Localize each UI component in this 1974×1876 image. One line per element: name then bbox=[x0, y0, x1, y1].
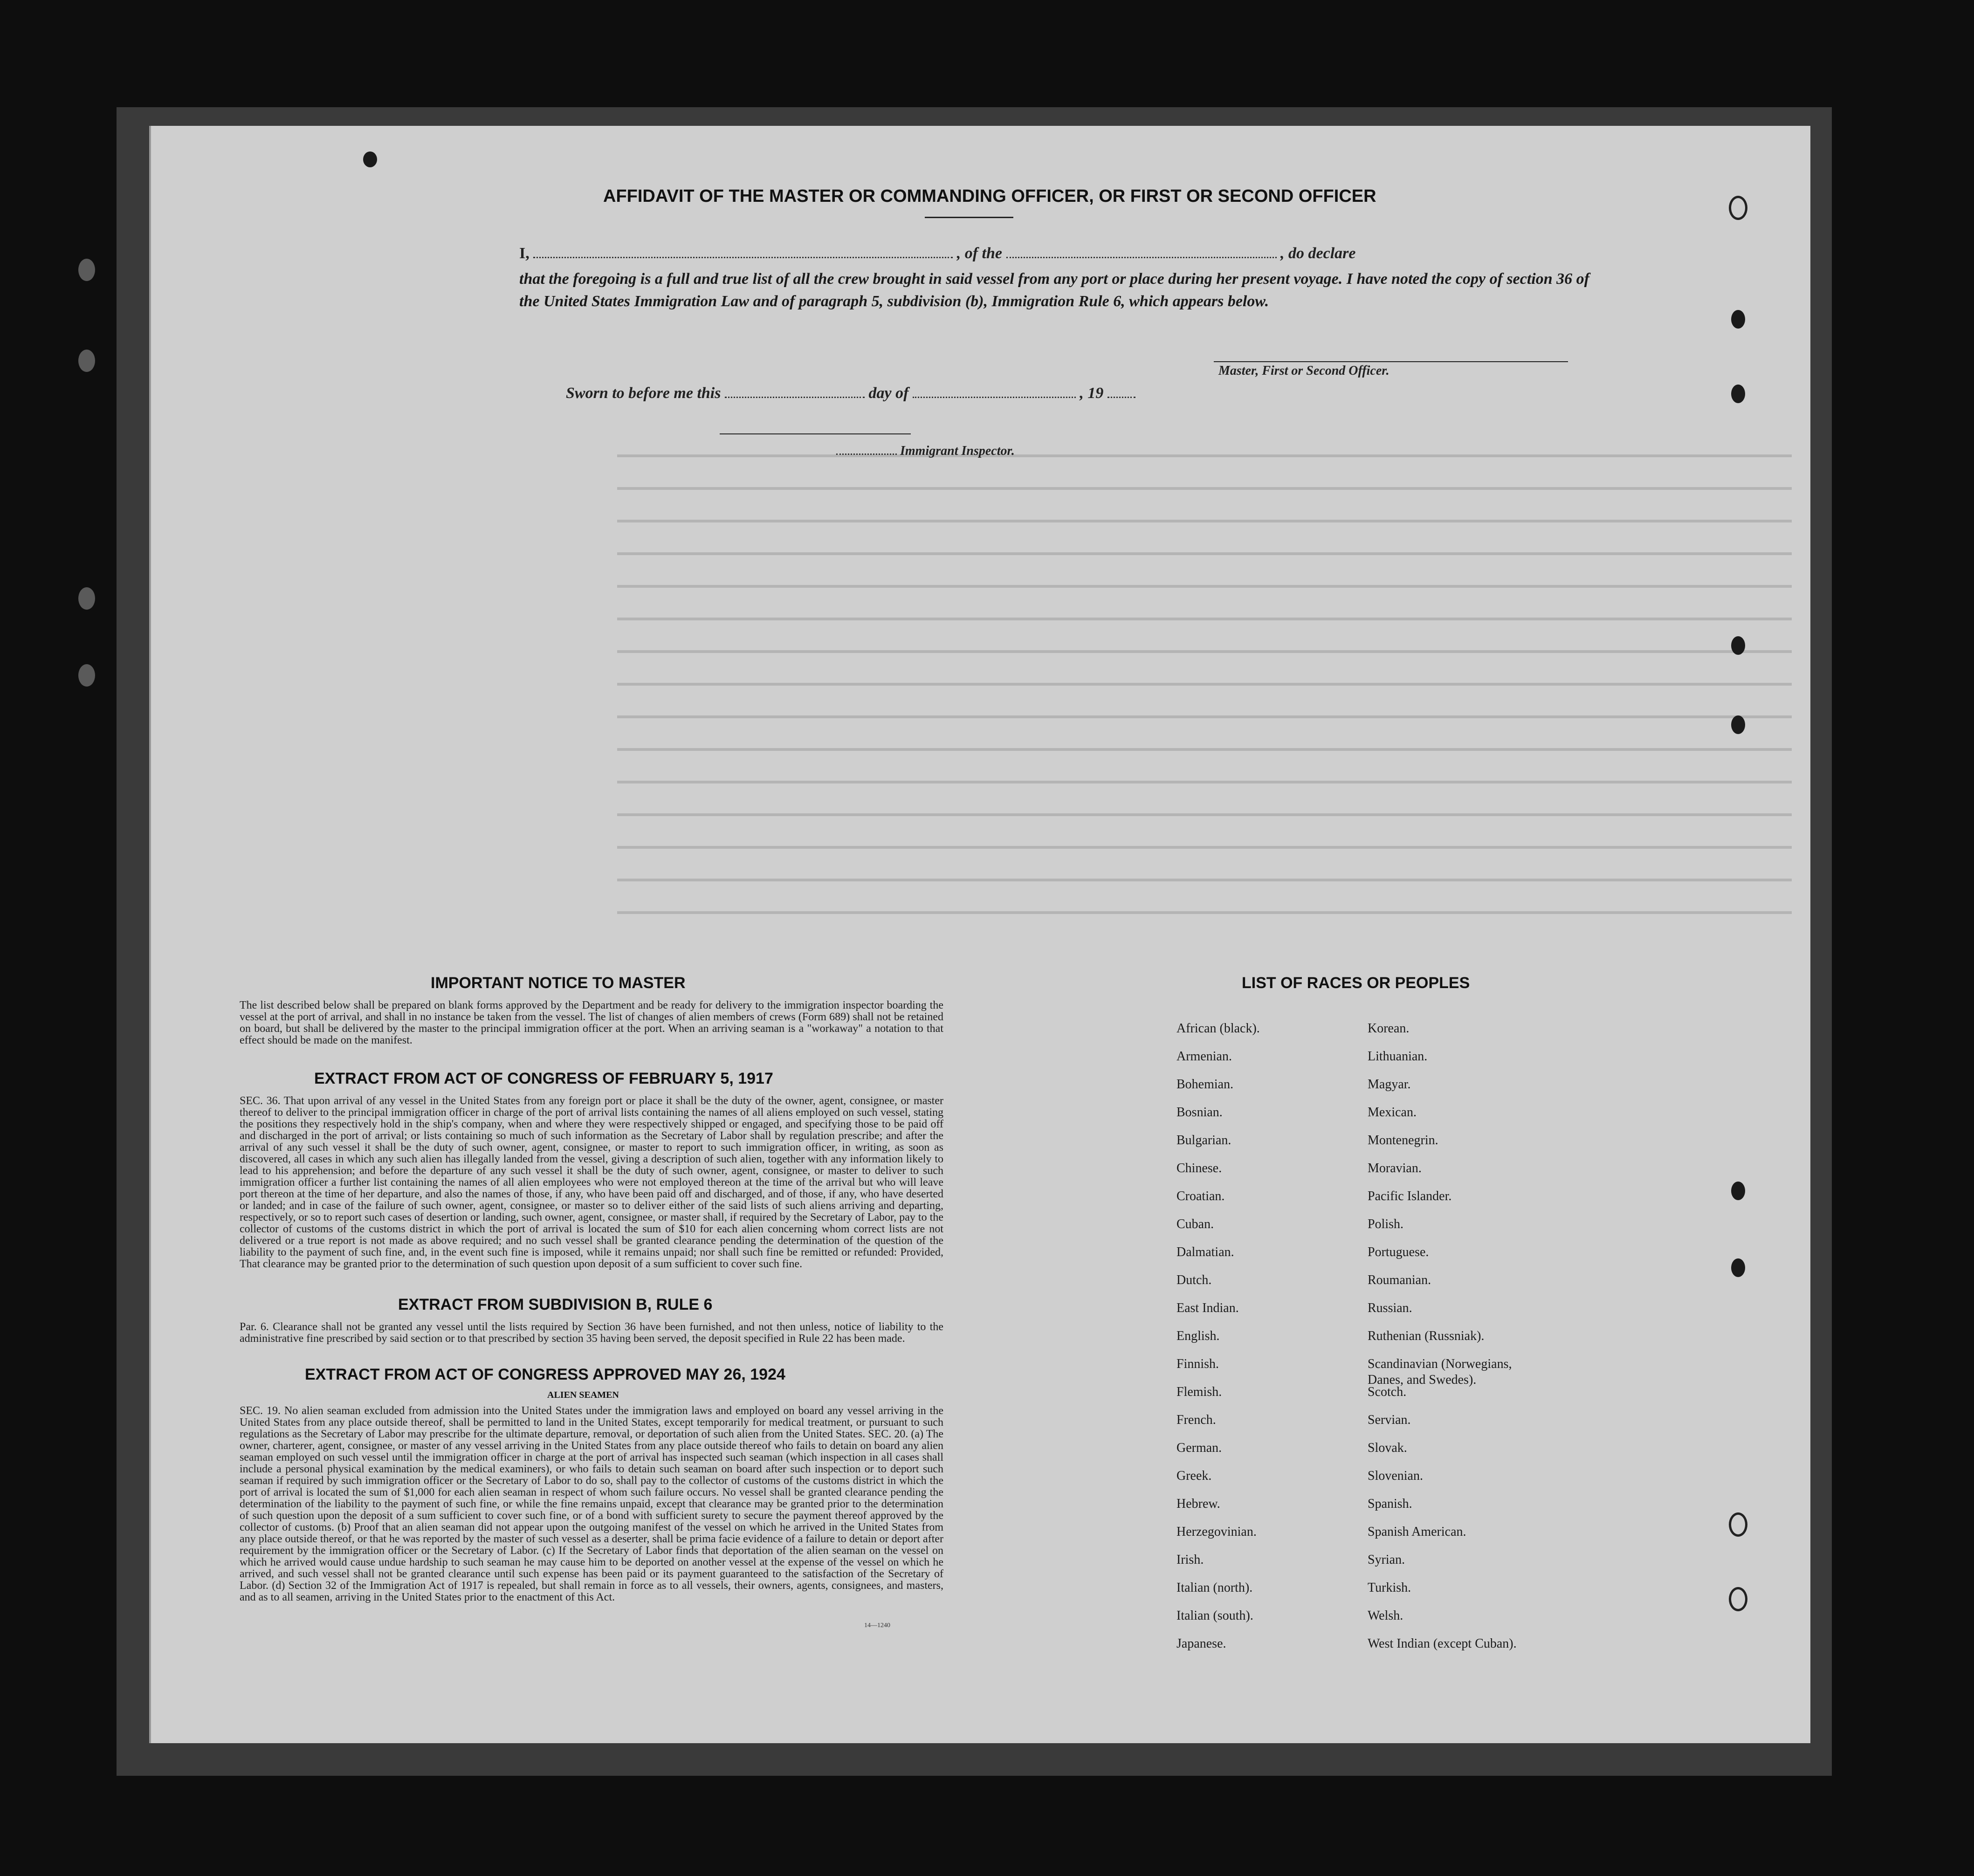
notice-text: The list described below shall be prepared on blank forms approved by the Department and be ready for delivery to the immigration inspector boarding the vessel at the port of arrival, and shall in no instance be taken from the vessel. The list of changes of alien members of crews (Form 689) shall not be retained on board, but shall be delivered by the master to the principal immigration officer at the port. When an arriving seaman is a "workaway" a notation to that effect should be made on the manifest. bbox=[240, 999, 943, 1046]
race-item: Lithuanian. bbox=[1368, 1049, 1428, 1064]
bleed-through-row bbox=[617, 520, 1792, 522]
race-item: Spanish. bbox=[1368, 1497, 1412, 1511]
race-item: Bosnian. bbox=[1176, 1105, 1223, 1120]
declare-end-text: , do declare bbox=[1280, 245, 1356, 262]
binder-hole bbox=[78, 259, 95, 281]
race-item: Slovenian. bbox=[1368, 1469, 1423, 1483]
race-item: Bulgarian. bbox=[1176, 1133, 1231, 1148]
bleed-through-row bbox=[617, 748, 1792, 751]
race-item: Welsh. bbox=[1368, 1608, 1403, 1623]
sworn-day-of-text: day of bbox=[868, 385, 909, 402]
race-item: Pacific Islander. bbox=[1368, 1189, 1452, 1203]
punch-hole bbox=[1729, 196, 1747, 220]
race-item: Syrian. bbox=[1368, 1553, 1405, 1567]
race-item: Roumanian. bbox=[1368, 1273, 1431, 1287]
race-item: Polish. bbox=[1368, 1217, 1404, 1231]
inspector-label-text: Immigrant Inspector. bbox=[900, 444, 1015, 458]
races-right-column bbox=[1368, 1021, 1517, 1664]
punch-hole bbox=[1731, 636, 1745, 655]
races-left-column bbox=[1176, 1021, 1260, 1664]
month-blank bbox=[913, 397, 1076, 398]
master-signature-line bbox=[1214, 361, 1568, 362]
race-item: Moravian. bbox=[1368, 1161, 1422, 1175]
race-item: Spanish American. bbox=[1368, 1525, 1466, 1539]
race-item: Russian. bbox=[1368, 1301, 1412, 1315]
race-item: Scotch. bbox=[1368, 1385, 1407, 1399]
extract-rule6-text: Par. 6. Clearance shall not be granted any vessel until the lists required by Section 36 have been furnished, and not then unless, notice of liability to the administrative fine prescribed by said section or to that prescribed by section 35 having been served, the deposit specified in Rule 22 has been made. bbox=[240, 1321, 943, 1345]
race-item: Dalmatian. bbox=[1176, 1245, 1234, 1259]
extract-1924-subtitle: ALIEN SEAMEN bbox=[547, 1390, 619, 1400]
bleed-through-row bbox=[617, 487, 1792, 490]
race-item: Armenian. bbox=[1176, 1049, 1232, 1064]
race-item: English. bbox=[1176, 1329, 1220, 1343]
inspector-label bbox=[836, 444, 1015, 459]
declare-of-the-text: , of the bbox=[956, 245, 1003, 262]
bleed-through-row bbox=[617, 911, 1792, 914]
race-item: West Indian (except Cuban). bbox=[1368, 1636, 1517, 1651]
form-number: 14—1240 bbox=[864, 1622, 890, 1629]
race-item: Chinese. bbox=[1176, 1161, 1222, 1175]
race-item: Dutch. bbox=[1176, 1273, 1212, 1287]
manifest-sheet bbox=[149, 126, 1810, 1743]
sworn-year-text: , 19 bbox=[1080, 385, 1104, 402]
race-item: Croatian. bbox=[1176, 1189, 1225, 1203]
bleed-through-row bbox=[617, 683, 1792, 686]
race-item: Italian (north). bbox=[1176, 1581, 1253, 1595]
bleed-through-row bbox=[617, 846, 1792, 849]
declaration-line bbox=[519, 245, 1355, 262]
declare-i-text: I, bbox=[519, 245, 530, 262]
races-title: LIST OF RACES OR PEOPLES bbox=[1242, 974, 1470, 992]
race-item: Servian. bbox=[1368, 1413, 1411, 1427]
master-signature-label: Master, First or Second Officer. bbox=[1218, 364, 1389, 378]
punch-hole bbox=[1731, 715, 1745, 734]
race-item: East Indian. bbox=[1176, 1301, 1239, 1315]
bleed-through-row bbox=[617, 585, 1792, 588]
race-item: Hebrew. bbox=[1176, 1497, 1220, 1511]
binder-hole bbox=[78, 664, 95, 687]
sworn-line bbox=[566, 385, 1135, 402]
punch-hole bbox=[1729, 1587, 1747, 1611]
race-item: Finnish. bbox=[1176, 1357, 1219, 1371]
race-item: Flemish. bbox=[1176, 1385, 1222, 1399]
race-item: Magyar. bbox=[1368, 1077, 1411, 1092]
race-item: Mexican. bbox=[1368, 1105, 1417, 1120]
punch-hole bbox=[1731, 1182, 1745, 1200]
title-rule bbox=[925, 217, 1013, 218]
extract-rule6-title: EXTRACT FROM SUBDIVISION B, RULE 6 bbox=[398, 1296, 713, 1313]
race-item: Greek. bbox=[1176, 1469, 1212, 1483]
name-blank bbox=[533, 257, 953, 258]
day-blank bbox=[725, 397, 865, 398]
binder-hole bbox=[78, 587, 95, 610]
inspector-signature-line bbox=[720, 433, 911, 434]
year-blank bbox=[1107, 397, 1135, 398]
punch-hole bbox=[1729, 1512, 1747, 1537]
race-item: Herzegovinian. bbox=[1176, 1525, 1257, 1539]
bleed-through-row bbox=[617, 552, 1792, 555]
extract-1917-text: SEC. 36. That upon arrival of any vessel in the United States from any foreign port or place it shall be the duty of the owner, agent, consignee, or master thereof to deliver to the principal immigration officer in charge of the port of arrival lists containing the names of all aliens employed on such vessel, stating the positions they respectively hold in the ship's company, when and where they were respectively shipped or engaged, and specifying those to be paid off and discharged in the port of arrival; or lists containing so much of such information as the Secretary of Labor shall by regulation prescribe; and after the arrival of any such vessel it shall be the duty of such owner, agent, consignee, or master to report to such immigration officer, in writing, as soon as discovered, all cases in which any such alien has illegally landed from the vessel, giving a description of such alien, together with any information likely to lead to his apprehension; and before the departure of any such vessel it shall be the duty of such owner, agent, consignee, or master to deliver to such immigration officer a further list containing the names of all alien employees who were not employed thereon at the time of the arrival but who will leave port thereon at the time of her departure, and also the names of those, if any, who have been paid off and discharged, and of those, if any, who have deserted or landed; and in case of the failure of such owner, agent, consignee, or master so to deliver either of the said lists of such aliens arriving and departing, respectively, or so to report such cases of desertion or landing, such owner, agent, consignee, or master shall, if required by the Secretary of Labor, pay to the collector of customs of the customs district in which the port of arrival is located the sum of $10 for each alien concerning whom correct lists are not delivered or a true report is not made as above required; and no such vessel shall be granted clearance pending the determination of the question of the liability to the payment of such fine, and, in the event such fine is imposed, while it remains unpaid; nor shall such fine be remitted or refunded: Provided, That clearance may be granted prior to the determination of such question upon deposit of a sum sufficient to cover such fine. bbox=[240, 1095, 943, 1270]
extract-1924-text: SEC. 19. No alien seaman excluded from admission into the United States under the immigration laws and employed on board any vessel arriving in the United States from any place outside thereof, shall be permitted to land in the United States, except temporarily for medical treatment, or pursuant to such regulations as the Secretary of Labor may prescribe for the ultimate departure, removal, or deportation of such alien from the United States. SEC. 20. (a) The owner, charterer, agent, consignee, or master of any vessel arriving in the United States from any place outside thereof who fails to detain on board any alien seaman employed on such vessel until the immigration officer in charge at the port of arrival has inspected such seaman (which inspection in all cases shall include a personal physical examination by the medical examiners), or who fails to detain such seaman on board after such inspection or to deport such seaman if required by such immigration officer or the Secretary of Labor to do so, shall pay to the collector of customs of the customs district in which the port of arrival is located the sum of $1,000 for each alien seaman in respect of whom such failure occurs. No vessel shall be granted clearance pending the determination of the liability to the payment of such fine, or while the fine remains unpaid, except that clearance may be granted prior to the determination of such question upon the deposit of a sum sufficient to cover such fine, or of a bond with sufficient surety to secure the payment thereof approved by the collector of customs. (b) Proof that an alien seaman did not appear upon the outgoing manifest of the vessel on which he arrived in the United States from any place outside thereof, or that he was reported by the master of such vessel as a deserter, shall be prima facie evidence of a failure to detain or deport after requirement by the immigration officer or the Secretary of Labor. (c) If the Secretary of Labor finds that deportation of the alien seaman on the vessel on which he arrived would cause undue hardship to such seaman he may cause him to be deported on another vessel at the expense of the vessel on which he arrived, and such vessel shall not be granted clearance until such expense has been paid or its payment guaranteed to the satisfaction of the Secretary of Labor. (d) Section 32 of the Immigration Act of 1917 is repealed, but shall remain in force as to all vessels, their owners, agents, consignees, and masters, and as to all seamen, arriving in the United States prior to the enactment of this Act. bbox=[240, 1405, 943, 1603]
race-item: Ruthenian (Russniak). bbox=[1368, 1329, 1485, 1343]
race-item: French. bbox=[1176, 1413, 1216, 1427]
race-item: Slovak. bbox=[1368, 1441, 1407, 1455]
punch-hole bbox=[363, 151, 377, 167]
race-item: Cuban. bbox=[1176, 1217, 1214, 1231]
punch-hole bbox=[1731, 1258, 1745, 1277]
race-item: Portuguese. bbox=[1368, 1245, 1429, 1259]
affidavit-title: AFFIDAVIT OF THE MASTER OR COMMANDING OFFICER, OR FIRST OR SECOND OFFICER bbox=[603, 186, 1376, 206]
bleed-through-row bbox=[617, 813, 1792, 816]
binder-hole bbox=[78, 350, 95, 372]
bleed-through-row bbox=[617, 618, 1792, 620]
race-item: Italian (south). bbox=[1176, 1608, 1253, 1623]
bleed-through-row bbox=[617, 781, 1792, 783]
race-item: Scandinavian (Norwegians, Danes, and Swedes). bbox=[1368, 1357, 1512, 1387]
affidavit-paragraph: that the foregoing is a full and true list of all the crew brought in said vessel from any port or place during her present voyage. I have noted the copy of section 36 of the United States Immigration Law and of paragraph 5, subdivision (b), Immigration Rule 6, which appears below. bbox=[519, 270, 1589, 310]
bleed-through-row bbox=[617, 650, 1792, 653]
extract-1924-title: EXTRACT FROM ACT OF CONGRESS APPROVED MAY 26, 1924 bbox=[305, 1366, 785, 1383]
notice-title: IMPORTANT NOTICE TO MASTER bbox=[431, 974, 686, 992]
race-item: African (black). bbox=[1176, 1021, 1260, 1036]
bleed-through-row bbox=[617, 454, 1792, 457]
vessel-blank bbox=[1006, 257, 1277, 258]
bleed-through-row bbox=[617, 715, 1792, 718]
race-item: Bohemian. bbox=[1176, 1077, 1234, 1092]
race-item: Montenegrin. bbox=[1368, 1133, 1438, 1148]
race-item: Irish. bbox=[1176, 1553, 1204, 1567]
punch-hole bbox=[1731, 385, 1745, 403]
inspector-blank bbox=[836, 454, 897, 455]
race-item: Turkish. bbox=[1368, 1581, 1411, 1595]
extract-1917-title: EXTRACT FROM ACT OF CONGRESS OF FEBRUARY 5, 1917 bbox=[314, 1070, 773, 1087]
bleed-through-row bbox=[617, 879, 1792, 881]
race-item: Japanese. bbox=[1176, 1636, 1226, 1651]
race-item: German. bbox=[1176, 1441, 1222, 1455]
punch-hole bbox=[1731, 310, 1745, 329]
race-item: Korean. bbox=[1368, 1021, 1410, 1036]
sworn-before-text: Sworn to before me this bbox=[566, 385, 721, 402]
